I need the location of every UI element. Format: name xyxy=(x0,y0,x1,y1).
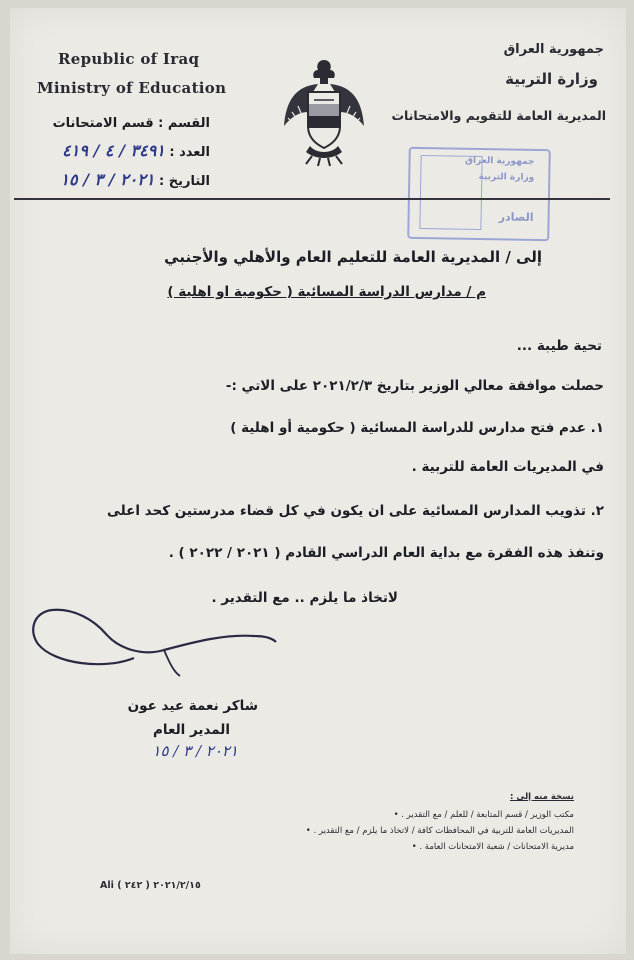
section-label: القسم : xyxy=(158,116,210,131)
date-field xyxy=(60,170,210,189)
header-directorate-ar: المديرية العامة للتقويم والامتحانات xyxy=(391,108,606,123)
letter-item2-line1: ٢. تذويب المدارس المسائية على ان يكون في كل قضاء مدرستين كحد اعلى xyxy=(106,503,604,519)
stamp-line1: جمهورية العراق xyxy=(464,155,535,167)
letter-item1-line2: في المديريات العامة للتربية . xyxy=(411,459,604,475)
signature-scribble xyxy=(24,598,284,678)
header-republic-ar: جمهورية العراق xyxy=(503,42,604,57)
stamp-line2: وزارة التربية xyxy=(478,171,535,183)
number-label: العدد : xyxy=(169,145,210,160)
letter-item2-line2: وتنفذ هذه الفقرة مع بداية العام الدراسي القادم ( ٢٠٢١ / ٢٠٢٢ ) . xyxy=(168,545,604,561)
copies-heading: نسخة منه إلى : xyxy=(510,792,574,802)
header-ministry-en: Ministry of Education xyxy=(37,79,227,97)
letter-subject: م / مدارس الدراسة المسائية ( حكومية او اهلية ) xyxy=(167,284,486,300)
copies-item-1: مكتب الوزير / قسم المتابعة / للعلم / مع التقدير . • xyxy=(394,810,574,820)
copies-item-3: مديرية الامتحانات / شعبة الامتحانات العامة . • xyxy=(412,842,574,852)
date-value: ٢٠٢١ / ٣ / ١٥ xyxy=(60,170,155,189)
header-divider xyxy=(14,198,610,200)
stamp-line3: الصادر xyxy=(498,210,534,224)
section-field xyxy=(53,116,210,131)
header-republic-en: Republic of Iraq xyxy=(58,50,200,68)
letter-intro: حصلت موافقة معالي الوزير بتاريخ ٢٠٢١/٢/٣ على الاتي :- xyxy=(225,378,604,394)
letter-item1-line1: ١. عدم فتح مدارس للدراسة المسائية ( حكومية أو اهلية ) xyxy=(230,420,604,436)
letter-greeting: تحية طيبة ... xyxy=(516,338,602,354)
signature-date: ٢٠٢١ / ٣ / ١٥ xyxy=(152,742,238,760)
letter-addressee: إلى / المديرية العامة للتعليم العام والأهلي والأجنبي xyxy=(164,248,542,266)
copies-item-2: المديريات العامة للتربية في المحافظات كافة / لاتخاذ ما يلزم / مع التقدير . • xyxy=(306,826,574,836)
section-value: قسم الامتحانات xyxy=(52,116,154,131)
signatory-title: المدير العام xyxy=(153,722,230,738)
letter-closing: لاتخاذ ما يلزم .. مع التقدير . xyxy=(211,590,398,606)
number-value: ٣٤٩١ / ٤ / ٤١٩ xyxy=(62,141,165,160)
date-label: التاريخ : xyxy=(159,174,210,189)
number-field xyxy=(62,141,210,160)
signatory-name: شاكر نعمة عيد عون xyxy=(127,698,258,714)
iraq-emblem-icon xyxy=(282,56,366,168)
official-stamp xyxy=(407,147,551,241)
stamp-inner-box xyxy=(419,155,482,230)
header-ministry-ar: وزارة التربية xyxy=(505,70,598,88)
footer-reference: Ali ٢٠٢١/٢/١٥ ( ٢٤٢ ) xyxy=(100,880,201,891)
